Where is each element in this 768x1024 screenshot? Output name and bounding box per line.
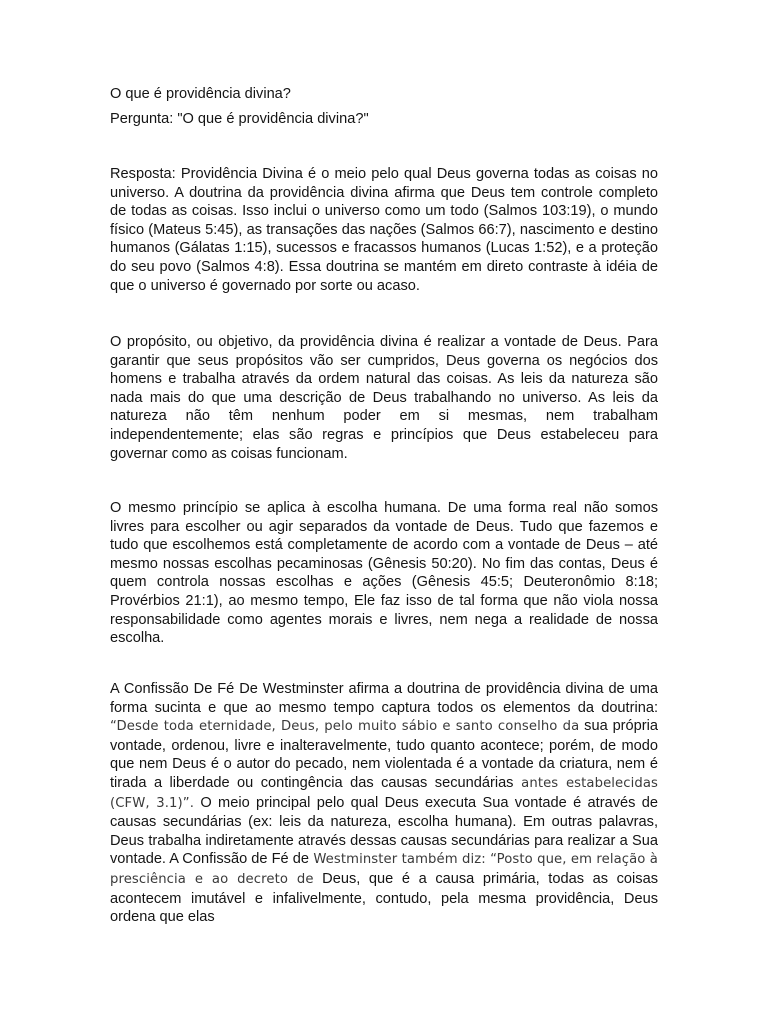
paragraph-answer: Resposta: Providência Divina é o meio pelo qual Deus governa todas as coisas no universo. A doutrina da providência divina afirma que Deus tem controle completo de todas as coisas. Isso inclui o universo como um todo (Salmos 103:19), o mundo físico (Mateus 5:45), as transações das nações (Salmos 66:7), nascimento e destino humanos (Gálatas 1:15), sucessos e fracassos humanos (Lucas 1:52), e a proteção do seu povo (Salmos 4:8). Essa doutrina se mantém em direto contraste à idéia de que o universo é governado por sorte ou acaso. — [110, 166, 658, 294]
westminster-quote-1-start: “Desde toda eternidade, Deus, pelo muito sábio e santo conselho da — [110, 719, 580, 735]
paragraph-westminster — [110, 680, 658, 927]
westminster-text-4: Deus, que é a causa primária, todas as coisas acontecem imutável e infalivelmente, contudo, pela mesma providência, Deus ordena que elas — [110, 870, 658, 926]
paragraph-human-choice: O mesmo princípio se aplica à escolha humana. De uma forma real não somos livres para escolher ou agir separados da vontade de Deus. Tudo que fazemos e tudo que escolhemos está completamente de acordo com a vontade de Deus – até mesmo nossas escolhas pecaminosas (Gênesis 50:20). No fim das contas, Deus é quem controla nossas escolhas e ações (Gênesis 45:5; Deuteronômio 8:18; Provérbios 21:1), ao mesmo tempo, Ele faz isso de tal forma que não viola nossa responsabilidade como agentes morais e livres, nem nega a realidade de nossa escolha. — [110, 500, 658, 647]
page-title: O que é providência divina? — [110, 86, 291, 102]
westminster-text-1: A Confissão De Fé De Westminster afirma a doutrina de providência divina de uma forma sucinta e que ao mesmo tempo captura todos os elementos da doutrina: — [110, 681, 658, 716]
paragraph-purpose: O propósito, ou objetivo, da providência divina é realizar a vontade de Deus. Para garantir que seus propósitos vão ser cumpridos, Deus governa os negócios dos homens e trabalha através da ordem natural das coisas. As leis da natureza são nada mais do que uma descrição de Deus trabalhando no universo. As leis da natureza não têm nenhum poder em si mesmas, nem trabalham independentemente; elas são regras e princípios que Deus estabeleceu para governar como as coisas funcionam. — [110, 334, 658, 462]
westminster-quote-1-end: antes estabelecidas (CFW, 3.1)”. — [110, 775, 658, 811]
westminster-text-2: sua própria vontade, ordenou, livre e inalteravelmente, tudo quanto acontece; porém, de modo que nem Deus é o autor do pecado, nem violentada é a vontade da criatura, nem é tirada a liberdade ou contingência das causas secundárias — [110, 718, 658, 791]
question-line: Pergunta: "O que é providência divina?" — [110, 111, 369, 127]
westminster-quote-2-start: Westminster também diz: “Posto que, em relação à presciência e ao decreto de — [110, 852, 658, 887]
westminster-text-3: O meio principal pelo qual Deus executa Sua vontade é através de causas secundárias (ex: leis da natureza, escolha humana). Em outras palavras, Deus trabalha indiretamente através dessas causas secundárias para realizar a Sua vontade. A Confissão de Fé de — [110, 794, 658, 868]
